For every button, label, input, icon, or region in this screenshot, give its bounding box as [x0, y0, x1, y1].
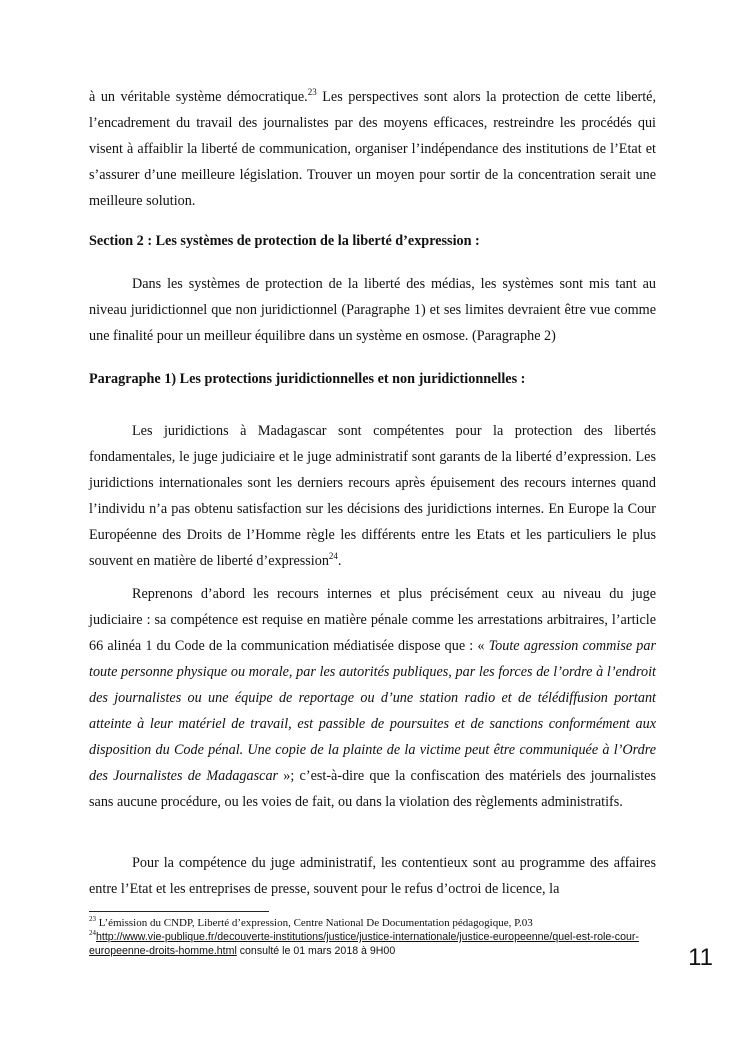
footnote-text: L’émission du CNDP, Liberté d’expression, Centre National De Documentation pédagogique, P.03 — [96, 917, 533, 929]
body-paragraph: Dans les systèmes de protection de la liberté des médias, les systèmes sont mis tant au niveau juridictionnel que non juridictionnel (Paragraphe 1) et ses limites devraient être vue comme une finalité pour un meilleur équilibre dans un système en osmose. (Paragraphe 2) — [89, 276, 656, 344]
footnote-reference[interactable]: 24 — [328, 551, 338, 561]
paragraph-text: »; c’est-à-dire que la confiscation des matériels des journalistes sans aucune procédure, ou les voies de fait, ou dans la violation des règlements administratifs. — [89, 768, 656, 810]
legal-quote: Toute agression commise par toute personne physique ou morale, par les autorités publiques, par les forces de l’ordre à l’endroit des journalistes ou une équipe de reportage ou d’une station radio et de télédiffusion portant atteinte à leur matériel de travail, est passible de poursuites et de sanctions conformément aux disposition du Code pénal. Une copie de la plainte de la victime peut être communiquée à l’Ordre des Journalistes de Madagascar — [89, 638, 656, 784]
paragraph-text: Reprenons d’abord les recours internes et plus précisément ceux au niveau du juge judiciaire : sa compétence est requise en matière pénale comme les arrestations arbitraires, l’article 66 alinéa 1 du Code de la communication médiatisée dispose que : « — [89, 586, 656, 654]
body-paragraph — [89, 418, 656, 574]
body-paragraph — [89, 84, 656, 214]
footnote-reference[interactable]: 23 — [307, 87, 317, 97]
paragraph-heading: Paragraphe 1) Les protections juridictionnelles et non juridictionnelles : — [89, 371, 526, 387]
footnote-23 — [89, 916, 656, 930]
footnotes — [89, 916, 656, 958]
paragraph-text: . — [337, 553, 342, 569]
footnote-link[interactable]: http://www.vie-publique.fr/decouverte-institutions/justice/justice-internationale/justice-europeenne/quel-est-role-cour-europeenne-droits-homme.html — [89, 931, 639, 957]
section-heading: Section 2 : Les systèmes de protection de la liberté d’expression : — [89, 233, 480, 249]
footnote-text: consulté le 01 mars 2018 à 9H00 — [236, 945, 396, 957]
paragraph-text: à un véritable système démocratique. — [89, 89, 308, 105]
body-paragraph: Pour la compétence du juge administratif, les contentieux sont au programme des affaires entre l’Etat et les entreprises de presse, souvent pour le refus d’octroi de licence, la — [89, 855, 656, 897]
paragraph-text: Les juridictions à Madagascar sont compétentes pour la protection des libertés fondamentales, le juge judiciaire et le juge administratif sont garants de la liberté d’expression. Les juridictions internationales sont les derniers recours après épuisement des recours internes quand l’individu n’a pas obtenu satisfaction sur les décisions des juridictions internes. En Europe la Cour Européenne des Droits de l’Homme règle les différents entre les Etats et les particuliers le plus souvent en matière de liberté d’expression — [89, 423, 656, 569]
footnote-number: 23 — [89, 915, 96, 923]
paragraph-text: Les perspectives sont alors la protection de cette liberté, l’encadrement du travail des journalistes par des moyens efficaces, restreindre les procédés qui visent à affaiblir la liberté de communication, organiser l’indépendance des institutions de l’Etat et s’assurer d’une meilleure législation. Trouver un moyen pour sortir de la concentration serait une meilleure solution. — [89, 89, 657, 209]
footnote-24 — [89, 930, 656, 958]
body-paragraph — [89, 581, 656, 815]
footnote-separator — [89, 911, 269, 912]
footnote-number: 24 — [89, 929, 96, 937]
page-number: 11 — [688, 944, 713, 971]
